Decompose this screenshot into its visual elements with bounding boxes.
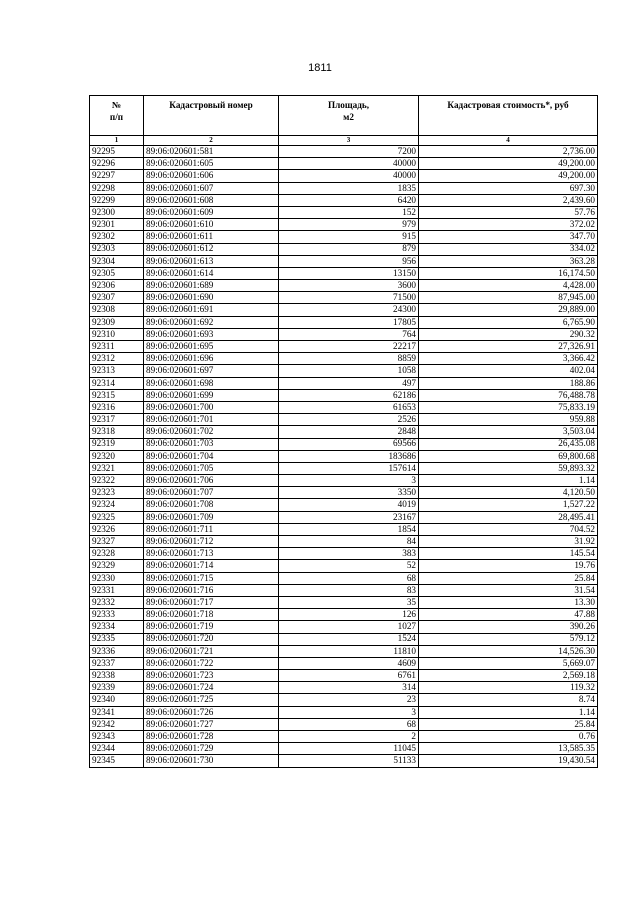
cadastral-cost: 145.54 [419,548,598,560]
cadastral-number: 89:06:020601:690 [144,292,279,304]
cadastral-number: 89:06:020601:698 [144,377,279,389]
cadastral-number: 89:06:020601:612 [144,243,279,255]
table-row [90,694,598,706]
cadastral-cost: 13.30 [419,596,598,608]
header-number-line1: № [111,100,122,110]
cadastral-number: 89:06:020601:723 [144,670,279,682]
cadastral-number: 89:06:020601:712 [144,536,279,548]
area-value: 764 [279,328,419,340]
cadastral-number: 89:06:020601:715 [144,572,279,584]
row-number: 92345 [90,755,144,767]
table-row [90,365,598,377]
cadastral-number: 89:06:020601:728 [144,731,279,743]
row-number: 92307 [90,292,144,304]
table-row [90,682,598,694]
cadastral-cost: 188.86 [419,377,598,389]
cadastral-number: 89:06:020601:721 [144,645,279,657]
table-row [90,718,598,730]
table-row [90,316,598,328]
table-row [90,548,598,560]
row-number: 92331 [90,584,144,596]
row-number: 92310 [90,328,144,340]
cadastral-cost: 26,435.08 [419,438,598,450]
table-row [90,706,598,718]
cadastral-table [89,95,598,768]
cadastral-number: 89:06:020601:605 [144,158,279,170]
cadastral-number: 89:06:020601:730 [144,755,279,767]
cadastral-cost: 402.04 [419,365,598,377]
row-number: 92301 [90,219,144,231]
table-row [90,243,598,255]
cadastral-cost: 31.92 [419,536,598,548]
cadastral-cost: 3,366.42 [419,353,598,365]
cadastral-cost: 28,495.41 [419,511,598,523]
row-number: 92308 [90,304,144,316]
area-value: 71500 [279,292,419,304]
row-number: 92336 [90,645,144,657]
area-value: 979 [279,219,419,231]
table-row [90,475,598,487]
table-row [90,621,598,633]
area-value: 152 [279,206,419,218]
table-row [90,523,598,535]
row-number: 92339 [90,682,144,694]
table-row [90,341,598,353]
column-number: 3 [279,136,419,146]
page-number: 1811 [308,62,332,74]
area-value: 1524 [279,633,419,645]
area-value: 1854 [279,523,419,535]
area-value: 4019 [279,499,419,511]
cadastral-cost: 16,174.50 [419,267,598,279]
cadastral-cost: 390.26 [419,621,598,633]
cadastral-number: 89:06:020601:697 [144,365,279,377]
row-number: 92314 [90,377,144,389]
area-value: 879 [279,243,419,255]
cadastral-cost: 76,488.78 [419,389,598,401]
row-number: 92340 [90,694,144,706]
cadastral-number: 89:06:020601:608 [144,194,279,206]
cadastral-number: 89:06:020601:716 [144,584,279,596]
cadastral-number: 89:06:020601:610 [144,219,279,231]
row-number: 92312 [90,353,144,365]
cadastral-number: 89:06:020601:724 [144,682,279,694]
row-number: 92335 [90,633,144,645]
cadastral-cost: 25.84 [419,718,598,730]
cadastral-number: 89:06:020601:711 [144,523,279,535]
row-number: 92298 [90,182,144,194]
cadastral-number: 89:06:020601:607 [144,182,279,194]
table-row [90,267,598,279]
cadastral-cost: 334.02 [419,243,598,255]
area-value: 915 [279,231,419,243]
table-row [90,450,598,462]
cadastral-cost: 959.88 [419,414,598,426]
cadastral-number: 89:06:020601:717 [144,596,279,608]
area-value: 7200 [279,146,419,158]
cadastral-cost: 19.76 [419,560,598,572]
table-row [90,182,598,194]
row-number: 92342 [90,718,144,730]
cadastral-cost: 75,833.19 [419,401,598,413]
row-number: 92344 [90,743,144,755]
cadastral-cost: 1,527.22 [419,499,598,511]
table-row [90,292,598,304]
row-number: 92338 [90,670,144,682]
cadastral-number: 89:06:020601:704 [144,450,279,462]
cadastral-cost: 2,439.60 [419,194,598,206]
row-number: 92327 [90,536,144,548]
cadastral-number: 89:06:020601:703 [144,438,279,450]
cadastral-number: 89:06:020601:722 [144,657,279,669]
table-row [90,414,598,426]
area-value: 497 [279,377,419,389]
cadastral-cost: 8.74 [419,694,598,706]
table-row [90,206,598,218]
table-row [90,353,598,365]
area-value: 3 [279,706,419,718]
area-value: 3350 [279,487,419,499]
cadastral-number: 89:06:020601:705 [144,462,279,474]
cadastral-number: 89:06:020601:709 [144,511,279,523]
table-body [90,146,598,768]
area-value: 956 [279,255,419,267]
row-number: 92319 [90,438,144,450]
cadastral-cost: 49,200.00 [419,170,598,182]
table-row [90,377,598,389]
area-value: 4609 [279,657,419,669]
cadastral-number: 89:06:020601:691 [144,304,279,316]
cadastral-number: 89:06:020601:726 [144,706,279,718]
cadastral-cost: 1.14 [419,706,598,718]
cadastral-cost: 27,326.91 [419,341,598,353]
area-value: 1027 [279,621,419,633]
row-number: 92311 [90,341,144,353]
column-number: 2 [144,136,279,146]
cadastral-number: 89:06:020601:706 [144,475,279,487]
table-row [90,401,598,413]
cadastral-cost: 69,800.68 [419,450,598,462]
cadastral-cost: 6,765.90 [419,316,598,328]
table-row [90,462,598,474]
cadastral-cost: 13,585.35 [419,743,598,755]
cadastral-number: 89:06:020601:729 [144,743,279,755]
table-row [90,596,598,608]
table-row [90,609,598,621]
cadastral-number: 89:06:020601:713 [144,548,279,560]
header-area-line2: м2 [343,112,354,122]
row-number: 92297 [90,170,144,182]
cadastral-cost: 5,669.07 [419,657,598,669]
table-row [90,499,598,511]
row-number: 92325 [90,511,144,523]
area-value: 23167 [279,511,419,523]
cadastral-cost: 290.32 [419,328,598,340]
cadastral-cost: 4,428.00 [419,280,598,292]
area-value: 6420 [279,194,419,206]
cadastral-number: 89:06:020601:696 [144,353,279,365]
table-row [90,743,598,755]
row-number: 92316 [90,401,144,413]
table-row [90,657,598,669]
row-number: 92304 [90,255,144,267]
cadastral-number: 89:06:020601:692 [144,316,279,328]
cadastral-number: 89:06:020601:718 [144,609,279,621]
row-number: 92328 [90,548,144,560]
cadastral-number: 89:06:020601:699 [144,389,279,401]
row-number: 92322 [90,475,144,487]
cadastral-number: 89:06:020601:707 [144,487,279,499]
cadastral-cost: 2,569.18 [419,670,598,682]
table-row [90,670,598,682]
cadastral-number: 89:06:020601:606 [144,170,279,182]
area-value: 17805 [279,316,419,328]
cadastral-number: 89:06:020601:581 [144,146,279,158]
table-row [90,487,598,499]
row-number: 92343 [90,731,144,743]
cadastral-cost: 2,736.00 [419,146,598,158]
table-row [90,645,598,657]
table-row [90,536,598,548]
row-number: 92309 [90,316,144,328]
cadastral-number: 89:06:020601:695 [144,341,279,353]
row-number: 92295 [90,146,144,158]
cadastral-number: 89:06:020601:613 [144,255,279,267]
cadastral-cost: 363.28 [419,255,598,267]
row-number: 92321 [90,462,144,474]
row-number: 92334 [90,621,144,633]
cadastral-number: 89:06:020601:720 [144,633,279,645]
area-value: 22217 [279,341,419,353]
cadastral-number: 89:06:020601:702 [144,426,279,438]
area-value: 314 [279,682,419,694]
row-number: 92337 [90,657,144,669]
cadastral-number: 89:06:020601:693 [144,328,279,340]
table-row [90,158,598,170]
cadastral-cost: 47.88 [419,609,598,621]
row-number: 92330 [90,572,144,584]
row-number: 92315 [90,389,144,401]
row-number: 92329 [90,560,144,572]
area-value: 3600 [279,280,419,292]
table-row [90,584,598,596]
cadastral-number: 89:06:020601:701 [144,414,279,426]
cadastral-cost: 57.76 [419,206,598,218]
cadastral-number: 89:06:020601:708 [144,499,279,511]
area-value: 40000 [279,170,419,182]
cadastral-number: 89:06:020601:609 [144,206,279,218]
area-value: 3 [279,475,419,487]
cadastral-number: 89:06:020601:725 [144,694,279,706]
area-value: 11045 [279,743,419,755]
cadastral-cost: 119.32 [419,682,598,694]
table-row [90,731,598,743]
area-value: 62186 [279,389,419,401]
column-number: 1 [90,136,144,146]
cadastral-cost: 704.52 [419,523,598,535]
area-value: 126 [279,609,419,621]
cadastral-number: 89:06:020601:714 [144,560,279,572]
area-value: 23 [279,694,419,706]
area-value: 52 [279,560,419,572]
cadastral-cost: 697.30 [419,182,598,194]
area-value: 68 [279,718,419,730]
table-row [90,231,598,243]
area-value: 11810 [279,645,419,657]
area-value: 84 [279,536,419,548]
area-value: 1058 [279,365,419,377]
area-value: 1835 [279,182,419,194]
table-row [90,438,598,450]
cadastral-cost: 4,120.50 [419,487,598,499]
cadastral-cost: 59,893.32 [419,462,598,474]
area-value: 24300 [279,304,419,316]
row-number: 92296 [90,158,144,170]
header-row [90,96,598,136]
table-row [90,170,598,182]
table-row [90,633,598,645]
header-number [90,96,144,136]
table-row [90,560,598,572]
area-value: 68 [279,572,419,584]
cadastral-cost: 25.84 [419,572,598,584]
cadastral-cost: 87,945.00 [419,292,598,304]
table-row [90,572,598,584]
column-number-row [90,136,598,146]
row-number: 92299 [90,194,144,206]
row-number: 92303 [90,243,144,255]
header-area [279,96,419,136]
area-value: 2526 [279,414,419,426]
table-row [90,389,598,401]
table-header [90,96,598,146]
table-row [90,194,598,206]
table-row [90,280,598,292]
area-value: 40000 [279,158,419,170]
table-row [90,255,598,267]
area-value: 13150 [279,267,419,279]
row-number: 92306 [90,280,144,292]
cadastral-cost: 1.14 [419,475,598,487]
area-value: 383 [279,548,419,560]
cadastral-number: 89:06:020601:727 [144,718,279,730]
row-number: 92320 [90,450,144,462]
table-row [90,146,598,158]
cadastral-number: 89:06:020601:614 [144,267,279,279]
row-number: 92305 [90,267,144,279]
cadastral-cost: 347.70 [419,231,598,243]
row-number: 92302 [90,231,144,243]
area-value: 61653 [279,401,419,413]
cadastral-cost: 372.02 [419,219,598,231]
cadastral-cost: 579.12 [419,633,598,645]
cadastral-cost: 31.54 [419,584,598,596]
row-number: 92333 [90,609,144,621]
area-value: 83 [279,584,419,596]
header-number-line2: п/п [109,112,124,122]
row-number: 92313 [90,365,144,377]
header-area-line1: Площадь, [327,100,370,110]
area-value: 51133 [279,755,419,767]
column-number: 4 [419,136,598,146]
area-value: 2848 [279,426,419,438]
cadastral-number: 89:06:020601:611 [144,231,279,243]
header-cadastral-cost: Кадастровая стоимость*, руб [419,96,598,136]
row-number: 92323 [90,487,144,499]
area-value: 69566 [279,438,419,450]
table-row [90,328,598,340]
area-value: 183686 [279,450,419,462]
area-value: 6761 [279,670,419,682]
row-number: 92324 [90,499,144,511]
cadastral-cost: 0.76 [419,731,598,743]
table-row [90,511,598,523]
cadastral-cost: 3,503.04 [419,426,598,438]
row-number: 92326 [90,523,144,535]
table-row [90,755,598,767]
cadastral-cost: 14,526.30 [419,645,598,657]
table-row [90,219,598,231]
table-row [90,426,598,438]
row-number: 92318 [90,426,144,438]
area-value: 157614 [279,462,419,474]
cadastral-cost: 19,430.54 [419,755,598,767]
row-number: 92341 [90,706,144,718]
area-value: 2 [279,731,419,743]
cadastral-number: 89:06:020601:689 [144,280,279,292]
table-row [90,304,598,316]
area-value: 35 [279,596,419,608]
cadastral-number: 89:06:020601:700 [144,401,279,413]
area-value: 8859 [279,353,419,365]
header-cadastral-number: Кадастровый номер [144,96,279,136]
row-number: 92300 [90,206,144,218]
row-number: 92317 [90,414,144,426]
row-number: 92332 [90,596,144,608]
cadastral-cost: 29,889.00 [419,304,598,316]
cadastral-number: 89:06:020601:719 [144,621,279,633]
cadastral-cost: 49,200.00 [419,158,598,170]
